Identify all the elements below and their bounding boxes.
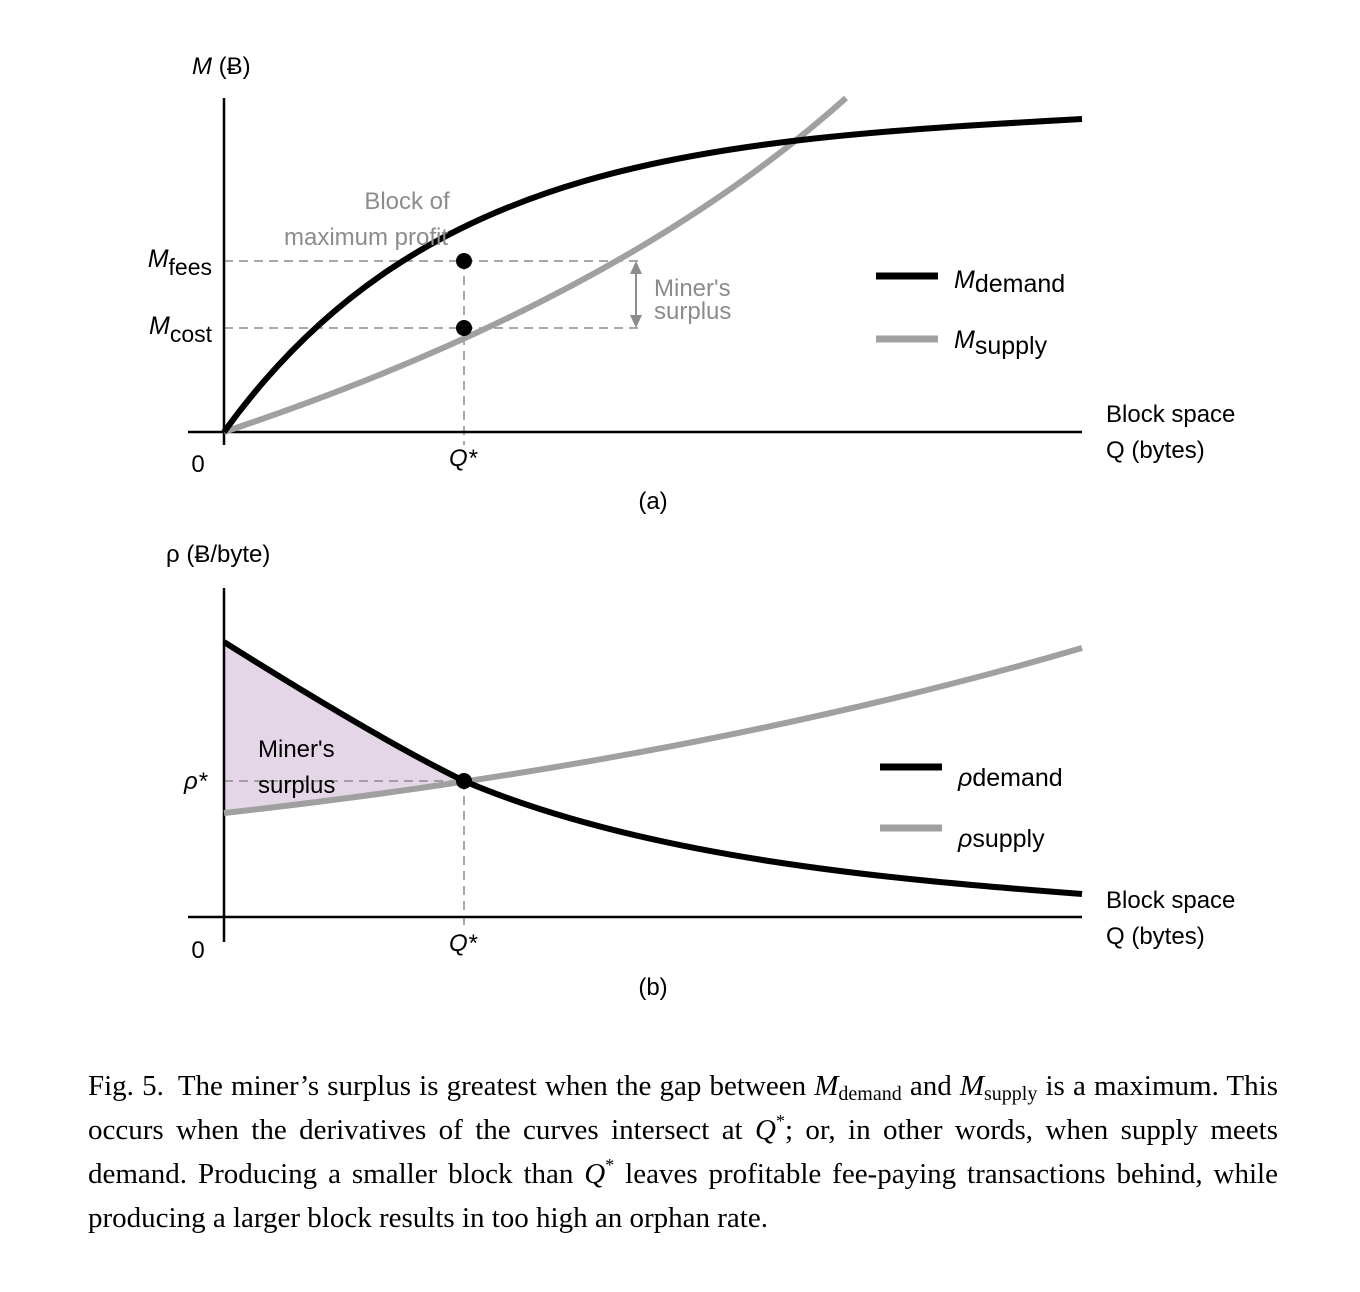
origin-label-b: 0 — [191, 937, 205, 964]
panel-b-label: (b) — [638, 974, 668, 1001]
caption-q-star-1: Q — [755, 1114, 776, 1146]
panel-a-y-axis-label: M (Ƀ) — [192, 53, 251, 80]
panel-a-label: (a) — [638, 488, 668, 515]
block-label-line2: maximum profit — [283, 224, 449, 251]
m-fees-label: Mfees — [147, 245, 212, 280]
caption-text-4: ; or, in other words, when supply meets demand. Producing a smaller block than — [88, 1114, 1278, 1190]
caption-text-3: is a maximum. This occurs when the derivatives of the curves intersect at — [88, 1070, 1278, 1146]
figure-caption — [88, 1064, 1278, 1240]
panel-b-y-axis-label: ρ (Ƀ/byte) — [166, 541, 271, 568]
rho-star-label: ρ* — [184, 768, 208, 795]
caption-text-2: and — [901, 1070, 960, 1102]
caption-sub-demand: demand — [838, 1083, 902, 1105]
caption-sub-supply: supply — [984, 1083, 1038, 1105]
surplus-label-b-line2: surplus — [258, 772, 336, 799]
caption-q-star-2: Q — [584, 1158, 606, 1190]
equilibrium-point — [456, 773, 472, 789]
caption-text-1: The miner’s surplus is greatest when the gap between — [177, 1070, 815, 1102]
legend-rho-supply-label: ρsupply — [958, 825, 1045, 853]
legend-m-demand-label: Mdemand — [954, 266, 1066, 298]
m-fees-point — [456, 253, 472, 269]
legend-rho-demand-label: ρdemand — [958, 764, 1063, 792]
surplus-label-b-line1: Miner's — [258, 736, 335, 763]
caption-text-5: leaves profitable fee-paying transactions behind, while producing a larger block results in too high an orphan rate. — [88, 1158, 1278, 1234]
surplus-label-a-line1: Miner's — [654, 275, 731, 302]
m-cost-point — [456, 320, 472, 336]
surplus-label-a-line2: surplus — [654, 298, 732, 325]
legend-m-supply-label: Msupply — [954, 326, 1048, 360]
origin-label-a: 0 — [191, 451, 205, 478]
caption-figure-label: Fig. 5. — [88, 1070, 164, 1102]
caption-star-1: * — [775, 1111, 785, 1131]
caption-m-demand: M — [814, 1070, 839, 1102]
m-cost-label: Mcost — [148, 312, 212, 347]
q-star-label-a: Q* — [448, 445, 478, 472]
panel-a — [148, 53, 1236, 515]
x-axis-label-a-line1: Block space — [1106, 401, 1236, 428]
x-axis-label-b-line1: Block space — [1106, 887, 1236, 914]
block-label-line1: Block of — [364, 188, 450, 215]
x-axis-label-a-line2: Q (bytes) — [1106, 437, 1205, 464]
surplus-arrow-a — [630, 261, 642, 328]
panel-b — [166, 541, 1235, 1001]
x-axis-label-b-line2: Q (bytes) — [1106, 923, 1205, 950]
caption-star-2: * — [605, 1155, 615, 1175]
q-star-label-b: Q* — [448, 930, 478, 957]
caption-m-supply: M — [959, 1070, 985, 1102]
